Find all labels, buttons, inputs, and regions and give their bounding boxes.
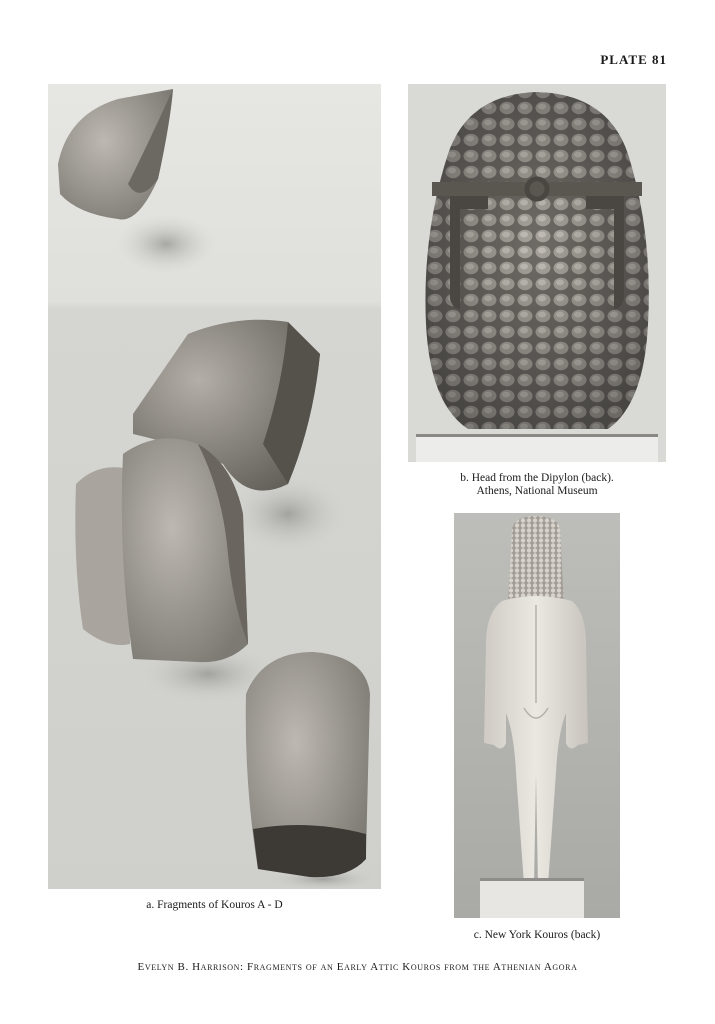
figure-c-caption: c. New York Kouros (back)	[473, 929, 601, 941]
figure-b-caption-line2: Athens, National Museum	[476, 485, 598, 497]
figure-c-photo	[454, 513, 620, 918]
running-footer	[0, 961, 715, 973]
footer-title: Fragments of an Early Attic Kouros from the Athenian Agora	[247, 961, 578, 973]
footer-author: Evelyn B. Harrison:	[137, 961, 244, 973]
figure-a-photo	[48, 84, 381, 889]
figure-b-caption	[408, 472, 666, 498]
figure-b-caption-line1: b. Head from the Dipylon (back).	[460, 472, 614, 484]
figure-a-caption: a. Fragments of Kouros A - D	[146, 899, 283, 911]
figure-b-photo	[408, 84, 666, 462]
plate-number: PLATE 81	[600, 52, 667, 67]
